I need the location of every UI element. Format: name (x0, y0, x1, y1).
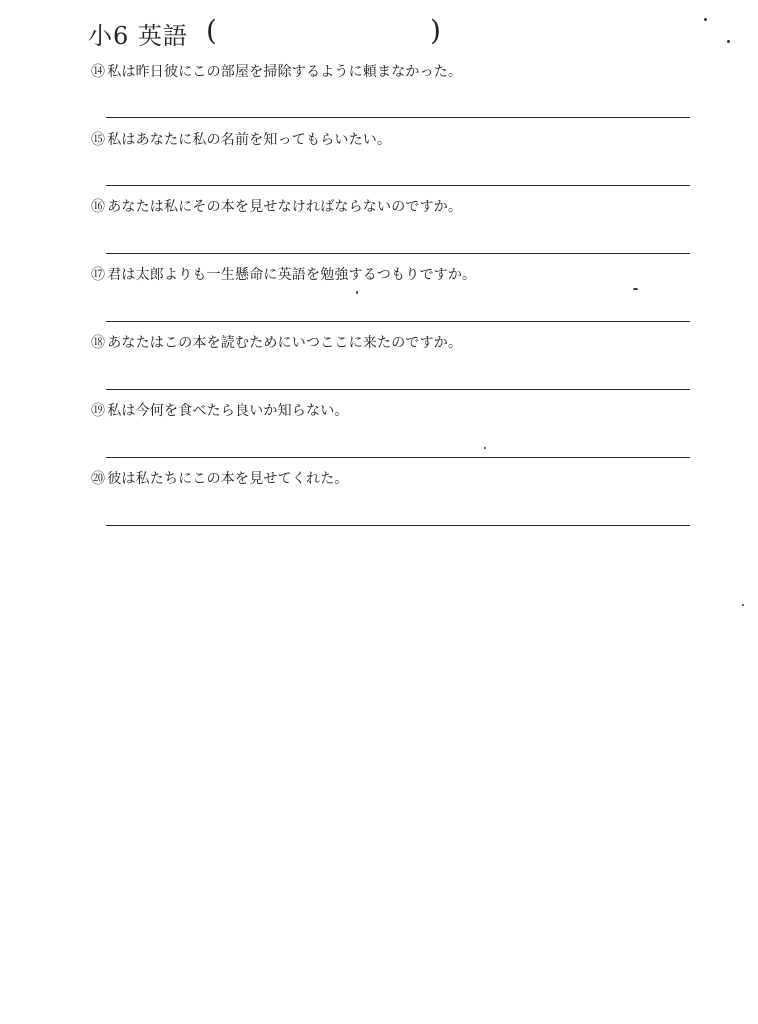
grade-subject-label: 小6 英語 (88, 22, 188, 50)
question-16 (91, 196, 462, 216)
question-text: 私は昨日彼にこの部屋を掃除するように頼まなかった。 (107, 64, 463, 80)
question-text: あなたは私にその本を見せなければならないのですか。 (107, 199, 463, 215)
question-number: ⑭ (91, 64, 106, 80)
question-text: 私はあなたに私の名前を知ってもらいたい。 (107, 132, 392, 148)
name-field-open-paren: ( (206, 14, 218, 47)
scan-speck (633, 288, 638, 290)
answer-line-14[interactable] (106, 117, 690, 118)
answer-line-18[interactable] (106, 389, 690, 390)
question-text: 私は今何を食べたら良いか知らない。 (107, 403, 349, 419)
question-text: 君は太郎よりも一生懸命に英語を勉強するつもりですか。 (107, 267, 477, 283)
question-number: ⑮ (91, 132, 106, 148)
name-field-close-paren: ) (430, 14, 442, 47)
scan-speck (742, 604, 744, 606)
question-number: ⑯ (91, 199, 106, 215)
answer-line-17[interactable] (106, 321, 690, 322)
scan-speck (704, 18, 707, 21)
question-18 (91, 332, 462, 352)
question-20 (91, 468, 349, 488)
answer-line-16[interactable] (106, 253, 690, 254)
scan-speck (727, 40, 730, 43)
worksheet-header (88, 14, 468, 50)
question-number: ⑰ (91, 267, 106, 283)
answer-line-15[interactable] (106, 185, 690, 186)
answer-line-20[interactable] (106, 525, 690, 526)
question-14 (91, 61, 462, 81)
scan-speck (484, 447, 486, 449)
question-17 (91, 264, 476, 284)
question-text: 彼は私たちにこの本を見せてくれた。 (107, 471, 349, 487)
question-number: ⑲ (91, 403, 106, 419)
scan-speck (356, 291, 358, 294)
question-number: ⑳ (91, 471, 106, 487)
question-15 (91, 129, 391, 149)
question-number: ⑱ (91, 335, 106, 351)
question-19 (91, 400, 349, 420)
question-text: あなたはこの本を読むためにいつここに来たのですか。 (107, 335, 463, 351)
answer-line-19[interactable] (106, 457, 690, 458)
